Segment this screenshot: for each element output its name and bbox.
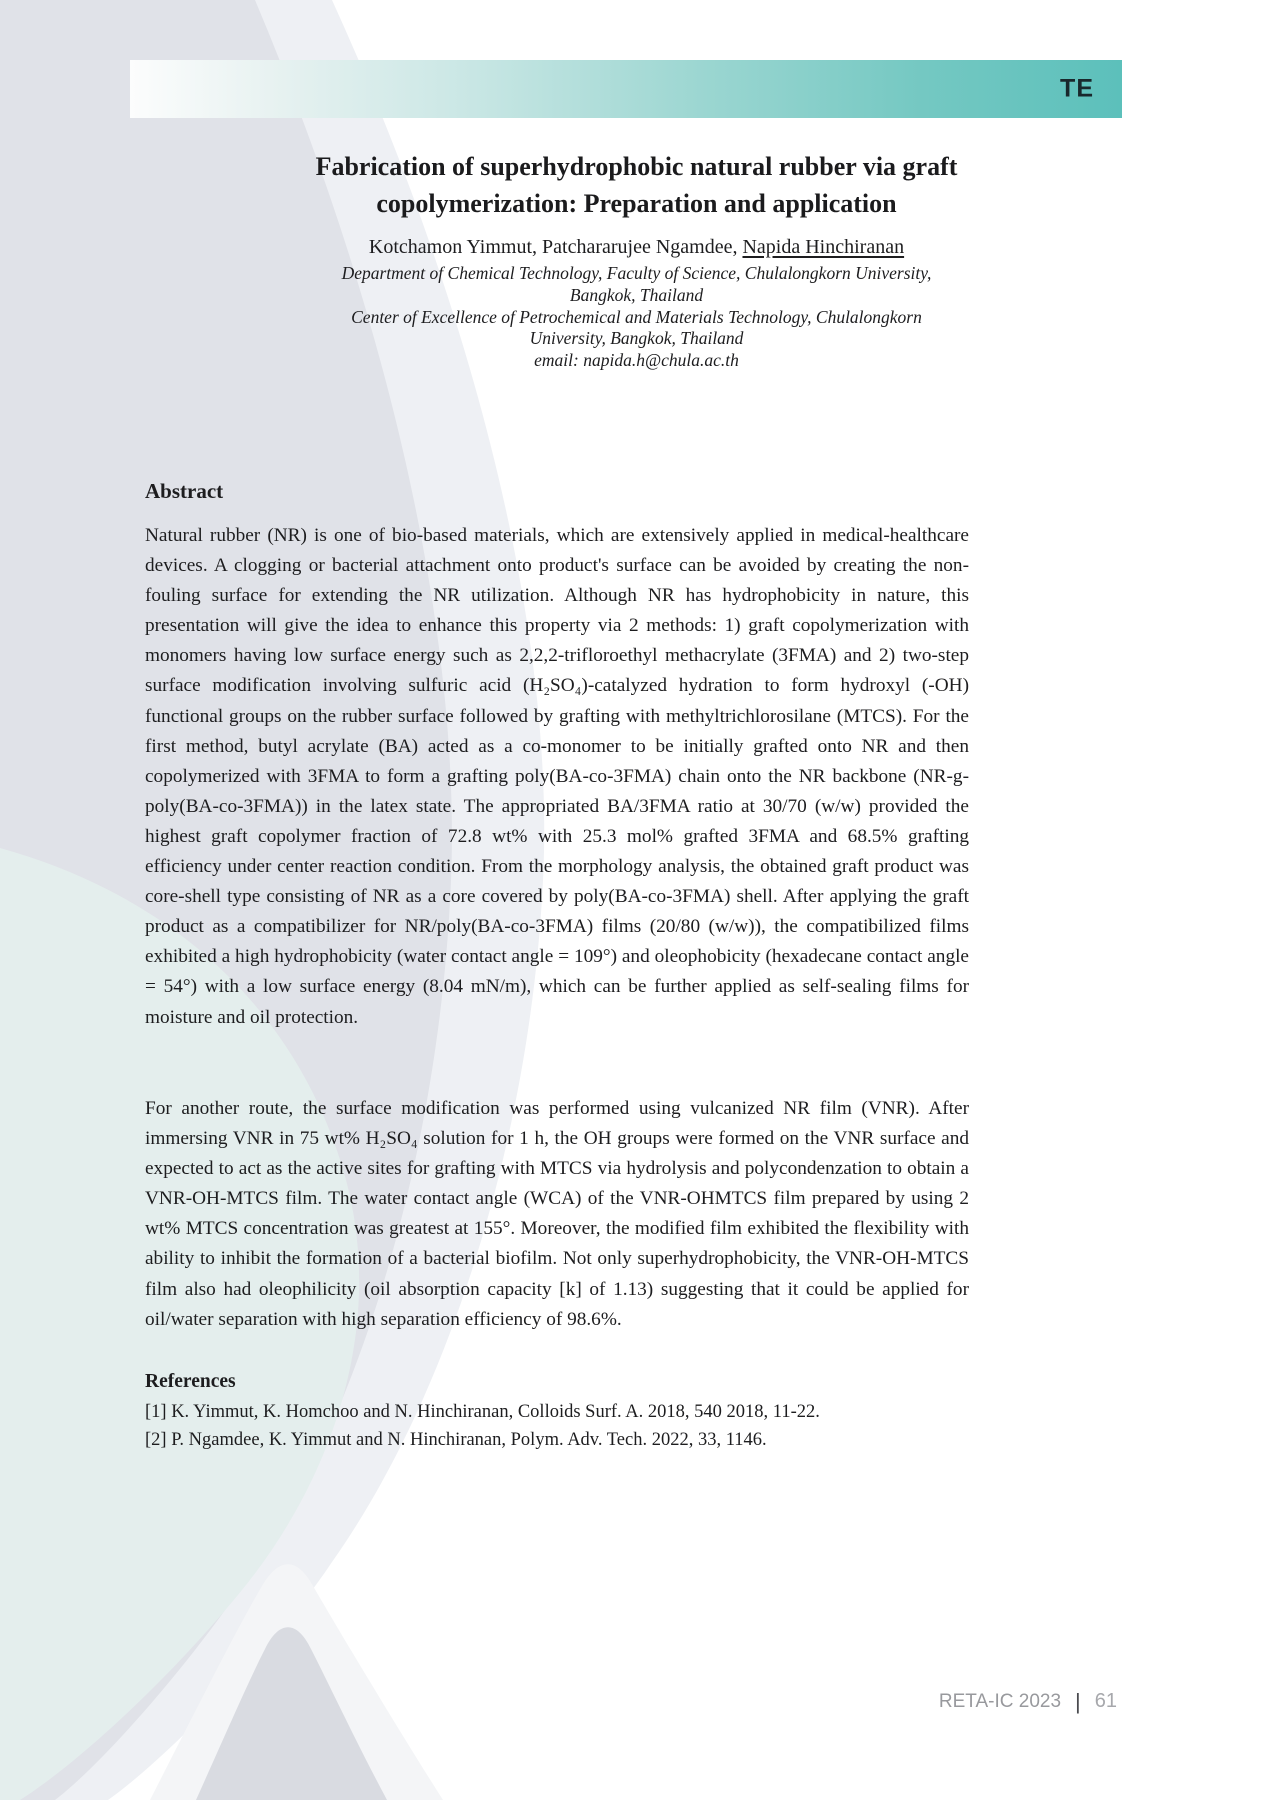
abstract-paragraph-2: For another route, the surface modification was performed using vulcanized NR film (VNR). After immersing VNR in 75 wt% H₂SO₄ solution for 1 h, the OH groups were formed on the VNR surface and expected to act as the active sites for grafting with MTCS via hydrolysis and polycondenzation to obtain a VNR-OH-MTCS film. The water contact angle (WCA) of the VNR-OHMTCS film prepared by using 2 wt% MTCS concentration was greatest at 155°. Moreover, the modified film exhibited the flexibility with ability to inhibit the formation of a bacterial biofilm. Not only superhydrophobicity, the VNR-OH-MTCS film also had oleophilicity (oil absorption capacity [k] of 1.13) suggesting that it could be applied for oil/water separation with high separation efficiency of 98.6%. [145,1098,969,1330]
abstract-heading: Abstract [145,479,224,503]
presenting-author: Napida Hinchiranan [742,236,905,258]
track-badge: TE [1060,74,1094,103]
abstract-paragraph-1: Natural rubber (NR) is one of bio-based materials, which are extensively applied in medical-healthcare devices. A clogging or bacterial attachment onto product's surface can be avoided by creating the non-fouling surface for extending the NR utilization. Although NR has hydrophobicity in nature, this presentation will give the idea to enhance this property via 2 methods: 1) graft copolymerization with monomers having low surface energy such as 2,2,2-trifloroethyl methacrylate (3FMA) and 2) two-step surface modification involving sulfuric acid (H₂SO₄)-catalyzed hydration to form hydroxyl (-OH) functional groups on the rubber surface followed by grafting with methyltrichlorosilane (MTCS). For the first method, butyl acrylate (BA) acted as a co-monomer to be initially grafted onto NR and then copolymerized with 3FMA to form a grafting poly(BA-co-3FMA) chain onto the NR backbone (NR-g-poly(BA-co-3FMA)) in the latex state. The appropriated BA/3FMA ratio at 30/70 (w/w) provided the highest graft copolymer fraction of 72.8 wt% with 25.3 mol% grafted 3FMA and 68.5% grafting efficiency under center reaction condition. From the morphology analysis, the obtained graft product was core-shell type consisting of NR as a core covered by poly(BA-co-3FMA) shell. After applying the graft product as a compatibilizer for NR/poly(BA-co-3FMA) films (20/80 (w/w)), the compatibilized films exhibited a high hydrophobicity (water contact angle = 109°) and oleophobicity (hexadecane contact angle = 54°) with a low surface energy (8.04 mN/m), which can be further applied as self-sealing films for moisture and oil protection. [145,525,969,1028]
affiliation-block [0,263,1273,372]
reference-item: [2] P. Ngamdee, K. Yimmut and N. Hinchiranan, Polym. Adv. Tech. 2022, 33, 1146. [145,1430,767,1450]
affiliation-line: Center of Excellence of Petrochemical and Materials Technology, Chulalongkorn [351,306,922,327]
authors-line [0,236,1273,259]
paper-title: Fabrication of superhydrophobic natural rubber via graft copolymerization: Preparation and application [315,152,958,218]
footer-separator: | [1075,1689,1081,1714]
author-names: Kotchamon Yimmut, Patchararujee Ngamdee, [368,236,743,258]
page-number: 61 [1094,1690,1117,1712]
affiliation-line: Department of Chemical Technology, Faculty of Science, Chulalongkorn University, [341,263,932,283]
email-line: email: napida.h@chula.ac.th [534,350,739,371]
header-bar [130,60,1122,118]
references-heading: References [145,1371,236,1392]
reference-item: [1] K. Yimmut, K. Homchoo and N. Hinchiranan, Colloids Surf. A. 2018, 540 2018, 11-22. [145,1402,820,1422]
page-footer [939,1690,1117,1713]
conference-name: RETA-IC 2023 [938,1690,1062,1712]
affiliation-line: University, Bangkok, Thailand [529,328,744,349]
affiliation-line: Bangkok, Thailand [569,284,704,305]
